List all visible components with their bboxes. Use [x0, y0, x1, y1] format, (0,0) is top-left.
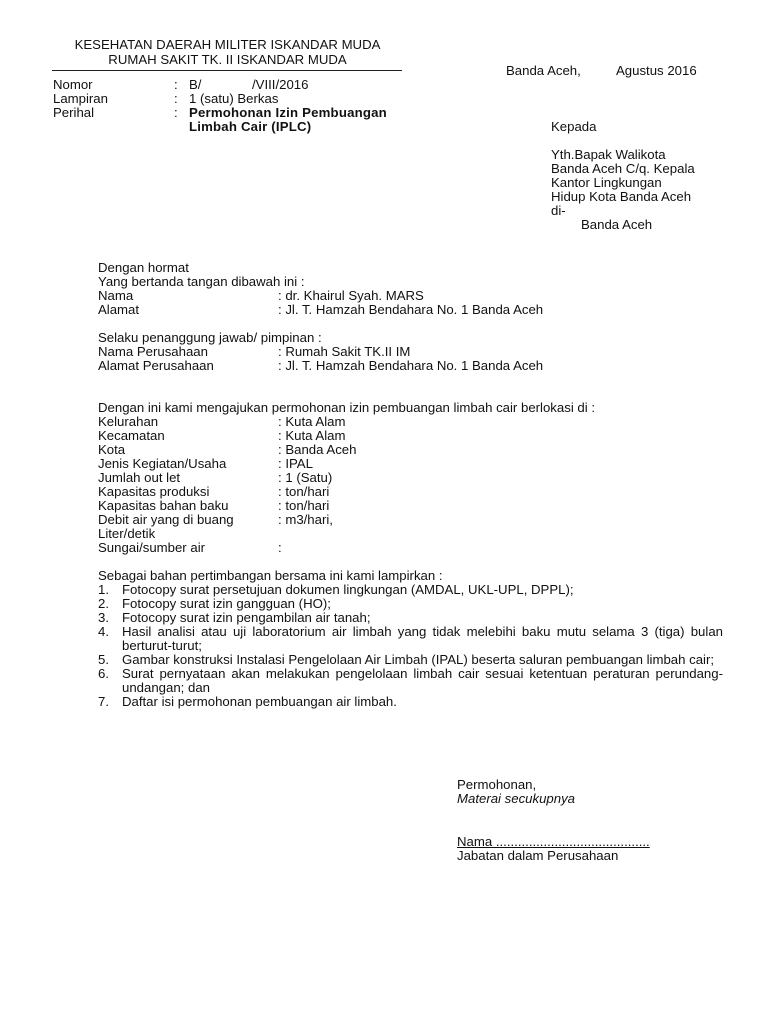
signer-address-label: Alamat	[98, 302, 140, 317]
letterhead	[40, 37, 415, 67]
application-intro: Dengan ini kami mengajukan permohonan izin pembuangan limbah cair berlokasi di :	[98, 400, 596, 415]
list-item-text: Fotocopy surat izin gangguan (HO);	[122, 596, 331, 611]
letterhead-rule	[52, 70, 402, 71]
application-row-produksi-value: : ton/hari	[278, 484, 330, 499]
lampiran-label: Lampiran	[53, 91, 108, 106]
lampiran-colon: :	[174, 91, 178, 106]
recipient-address	[551, 148, 695, 232]
signer-name-label: Nama	[98, 288, 134, 303]
recipient-line-4: Hidup Kota Banda Aceh	[551, 189, 692, 204]
list-item-text: Surat pernyataan akan melakukan pengelolaan limbah cair sesuai ketentuan peraturan perundang-undangan; dan	[122, 666, 723, 695]
list-item-number: 5.	[98, 652, 109, 667]
recipient-line-3: Kantor Lingkungan	[551, 175, 662, 190]
list-item	[98, 597, 723, 611]
list-item-text: Gambar konstruksi Instalasi Pengelolaan Air Limbah (IPAL) beserta saluran pembuangan limbah cair;	[122, 652, 715, 667]
letterhead-line-1: KESEHATAN DAERAH MILITER ISKANDAR MUDA	[74, 37, 381, 52]
nomor-value-a: B/	[189, 77, 202, 92]
perihal-line-2: Limbah Cair (IPLC)	[189, 119, 312, 134]
application-row-kecamatan-value: : Kuta Alam	[278, 428, 346, 443]
place-city: Banda Aceh,	[506, 63, 581, 78]
list-item-text: Fotocopy surat izin pengambilan air tanah;	[122, 610, 371, 625]
greeting: Dengan hormat	[98, 260, 189, 275]
application-row-jenis-value: : IPAL	[278, 456, 313, 471]
application-row-jenis-label: Jenis Kegiatan/Usaha	[98, 456, 227, 471]
application-row-kecamatan-label: Kecamatan	[98, 428, 165, 443]
list-item	[98, 583, 723, 597]
application-row-sungai-label: Sungai/sumber air	[98, 540, 206, 555]
list-item	[98, 611, 723, 625]
application-row-kota-value: : Banda Aceh	[278, 442, 357, 457]
company-name-value: : Rumah Sakit TK.II IM	[278, 344, 411, 359]
nomor-label: Nomor	[53, 77, 93, 92]
company-address-value: : Jl. T. Hamzah Bendahara No. 1 Banda Aceh	[278, 358, 544, 373]
application-row-kelurahan-label: Kelurahan	[98, 414, 159, 429]
signature-name: Nama ..........................................	[457, 834, 650, 849]
list-item-number: 7.	[98, 694, 109, 709]
list-item	[98, 695, 723, 709]
letterhead-line-2: RUMAH SAKIT TK. II ISKANDAR MUDA	[108, 52, 347, 67]
list-item-text: Hasil analisi atau uji laboratorium air limbah yang tidak melebihi baku mutu selama 3 (tiga) bulan berturut-turut;	[122, 624, 723, 653]
signer-intro: Yang bertanda tangan dibawah ini :	[98, 274, 305, 289]
list-item-number: 2.	[98, 596, 109, 611]
list-item-number: 1.	[98, 582, 109, 597]
application-row-kelurahan-value: : Kuta Alam	[278, 414, 346, 429]
list-item-text: Daftar isi permohonan pembuangan air limbah.	[122, 694, 397, 709]
perihal-line-1: Permohonan Izin Pembuangan	[189, 105, 387, 120]
recipient-line-6: Banda Aceh	[581, 217, 653, 232]
signature-applicant: Permohonan,	[457, 777, 537, 792]
attachments-intro: Sebagai bahan pertimbangan bersama ini kami lampirkan :	[98, 568, 443, 583]
signer-name-value: : dr. Khairul Syah. MARS	[278, 288, 424, 303]
application-row-bahan-label: Kapasitas bahan baku	[98, 498, 229, 513]
recipient-line-1: Yth.Bapak Walikota	[551, 147, 666, 162]
perihal-colon: :	[174, 105, 178, 120]
application-row-produksi-label: Kapasitas produksi	[98, 484, 210, 499]
nomor-colon: :	[174, 77, 178, 92]
company-role: Selaku penanggung jawab/ pimpinan :	[98, 330, 322, 345]
attachments-list	[98, 583, 723, 709]
signer-address-value: : Jl. T. Hamzah Bendahara No. 1 Banda Aceh	[278, 302, 544, 317]
letter-date: Agustus 2016	[616, 63, 697, 78]
application-row-bahan-value: : ton/hari	[278, 498, 330, 513]
company-name-label: Nama Perusahaan	[98, 344, 208, 359]
lampiran-value: 1 (satu) Berkas	[189, 91, 279, 106]
application-row-debit-value: : m3/hari,	[278, 512, 333, 527]
list-item	[98, 625, 723, 653]
signature-position: Jabatan dalam Perusahaan	[457, 848, 619, 863]
signature-stamp-note: Materai secukupnya	[457, 791, 576, 806]
application-row-debit-label: Debit air yang di buang	[98, 512, 234, 527]
application-row-liter-label: Liter/detik	[98, 526, 156, 541]
list-item-text: Fotocopy surat persetujuan dokumen lingkungan (AMDAL, UKL-UPL, DPPL);	[122, 582, 574, 597]
list-item-number: 6.	[98, 666, 109, 681]
perihal-label: Perihal	[53, 105, 95, 120]
list-item	[98, 653, 723, 667]
application-row-kota-label: Kota	[98, 442, 126, 457]
nomor-value-b: /VIII/2016	[252, 77, 309, 92]
recipient-line-2: Banda Aceh C/q. Kepala	[551, 161, 695, 176]
list-item	[98, 667, 723, 695]
application-row-outlet-value: : 1 (Satu)	[278, 470, 333, 485]
list-item-number: 3.	[98, 610, 109, 625]
company-address-label: Alamat Perusahaan	[98, 358, 214, 373]
application-row-sungai-value: :	[278, 540, 282, 555]
list-item-number: 4.	[98, 624, 109, 639]
recipient-line-5: di-	[551, 203, 566, 218]
recipient-kepada: Kepada	[551, 119, 597, 134]
application-row-outlet-label: Jumlah out let	[98, 470, 181, 485]
